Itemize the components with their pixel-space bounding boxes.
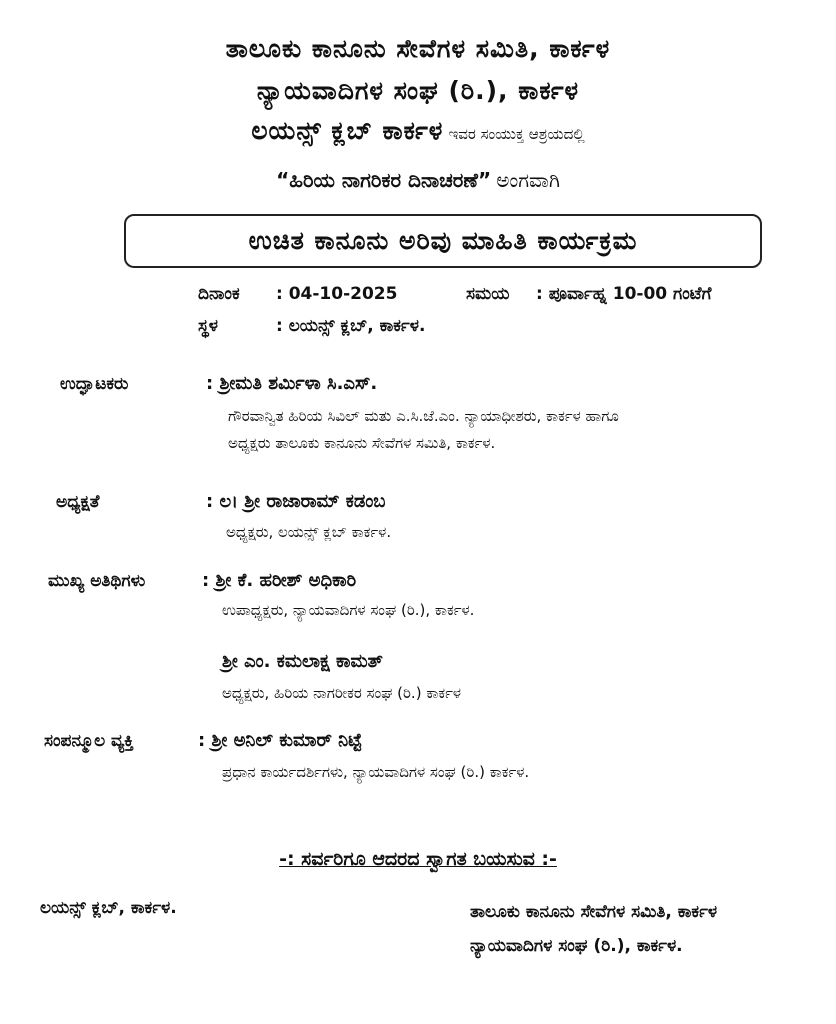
place-value: : ಲಯನ್ಸ್ ಕ್ಲಬ್, ಕಾರ್ಕಳ. <box>276 316 426 336</box>
president-name: : ಲ। ಶ್ರೀ ರಾಜಾರಾಮ್ ಕಡಂಬ <box>206 491 386 512</box>
inaugurator-name: : ಶ್ರೀಮತಿ ಶರ್ಮಿಳಾ ಸಿ.ಎಸ್. <box>206 373 378 394</box>
guest-2-desc: ಅಧ್ಯಕ್ಷರು, ಹಿರಿಯ ನಾಗರೀಕರ ಸಂಘ (ರಿ.) ಕಾರ್ಕಳ <box>222 684 462 702</box>
header-line-2: ನ್ಯಾಯವಾದಿಗಳ ಸಂಘ (ರಿ.), ಕಾರ್ಕಳ <box>256 76 580 105</box>
occasion-line <box>0 168 836 192</box>
guest-2-name: ಶ್ರೀ ಎಂ. ಕಮಲಾಕ್ಷ ಕಾಮತ್ <box>222 651 383 672</box>
inaugurator-label: ಉದ್ಘಾಟಕರು <box>60 374 129 394</box>
header-line-3 <box>0 116 836 146</box>
footer-left-org: ಲಯನ್ಸ್ ಕ್ಲಬ್, ಕಾರ್ಕಳ. <box>40 898 177 918</box>
president-label: ಅಧ್ಯಕ್ಷತೆ <box>56 492 100 512</box>
resource-person-desc: ಪ್ರಧಾನ ಕಾರ್ಯದರ್ಶಿಗಳು, ನ್ಯಾಯವಾದಿಗಳ ಸಂಘ (ರಿ.) ಕಾರ್ಕಳ. <box>222 763 530 781</box>
program-title-box <box>124 214 762 268</box>
resource-person-label: ಸಂಪನ್ಮೂಲ ವ್ಯಕ್ತಿ <box>44 731 134 751</box>
footer-right-org-2: ನ್ಯಾಯವಾದಿಗಳ ಸಂಘ (ರಿ.), ಕಾರ್ಕಳ. <box>470 936 683 956</box>
date-label: ದಿನಾಂಕ <box>198 284 240 304</box>
place-label: ಸ್ಥಳ <box>198 316 218 336</box>
guests-label: ಮುಖ್ಯ ಅತಿಥಿಗಳು <box>48 571 146 591</box>
date-value: : 04-10-2025 <box>276 284 398 304</box>
time-label: ಸಮಯ <box>466 284 510 304</box>
guest-1-desc: ಉಪಾಧ್ಯಕ್ಷರು, ನ್ಯಾಯವಾದಿಗಳ ಸಂಘ (ರಿ.), ಕಾರ್ಕಳ. <box>222 601 475 619</box>
program-title: ಉಚಿತ ಕಾನೂನು ಅರಿವು ಮಾಹಿತಿ ಕಾರ್ಯಕ್ರಮ <box>248 226 638 255</box>
lions-club-name: ಲಯನ್ಸ್ ಕ್ಲಬ್ ಕಾರ್ಕಳ <box>251 116 444 145</box>
welcome-line: -: ಸರ್ವರಿಗೂ ಆದರದ ಸ್ವಾಗತ ಬಯಸುವ :- <box>279 848 557 870</box>
inaugurator-desc-1: ಗೌರವಾನ್ವಿತ ಹಿರಿಯ ಸಿವಿಲ್ ಮತು ಎ.ಸಿ.ಜೆ.ಎಂ. ನ್ಯಾಯಾಧೀಶರು, ಕಾರ್ಕಳ ಹಾಗೂ <box>228 407 619 425</box>
guest-1-name: : ಶ್ರೀ ಕೆ. ಹರೀಶ್ ಅಧಿಕಾರಿ <box>202 570 357 591</box>
occasion-suffix: ಅಂಗವಾಗಿ <box>496 168 560 192</box>
president-desc: ಅಧ್ಯಕ್ಷರು, ಲಯನ್ಸ್ ಕ್ಲಬ್ ಕಾರ್ಕಳ. <box>226 523 392 541</box>
time-value: : ಪೂರ್ವಾಹ್ನ 10-00 ಗಂಟೆಗೆ <box>536 284 712 304</box>
inaugurator-desc-2: ಅಧ್ಯಕ್ಷರು ತಾಲೂಕು ಕಾನೂನು ಸೇವೆಗಳ ಸಮಿತಿ, ಕಾರ್ಕಳ. <box>228 434 496 452</box>
occasion-title: “ಹಿರಿಯ ನಾಗರಿಕರ ದಿನಾಚರಣೆ” <box>276 168 492 192</box>
footer-right-org-1: ತಾಲೂಕು ಕಾನೂನು ಸೇವೆಗಳ ಸಮಿತಿ, ಕಾರ್ಕಳ <box>470 902 718 922</box>
resource-person-name: : ಶ್ರೀ ಅನಿಲ್ ಕುಮಾರ್ ನಿಟ್ಟೆ <box>198 730 362 751</box>
header-line-1: ತಾಲೂಕು ಕಾನೂನು ಸೇವೆಗಳ ಸಮಿತಿ, ಕಾರ್ಕಳ <box>225 34 611 63</box>
joint-auspices-text: ಇವರ ಸಂಯುಕ್ತ ಆಶ್ರಯದಲ್ಲಿ <box>448 125 585 143</box>
